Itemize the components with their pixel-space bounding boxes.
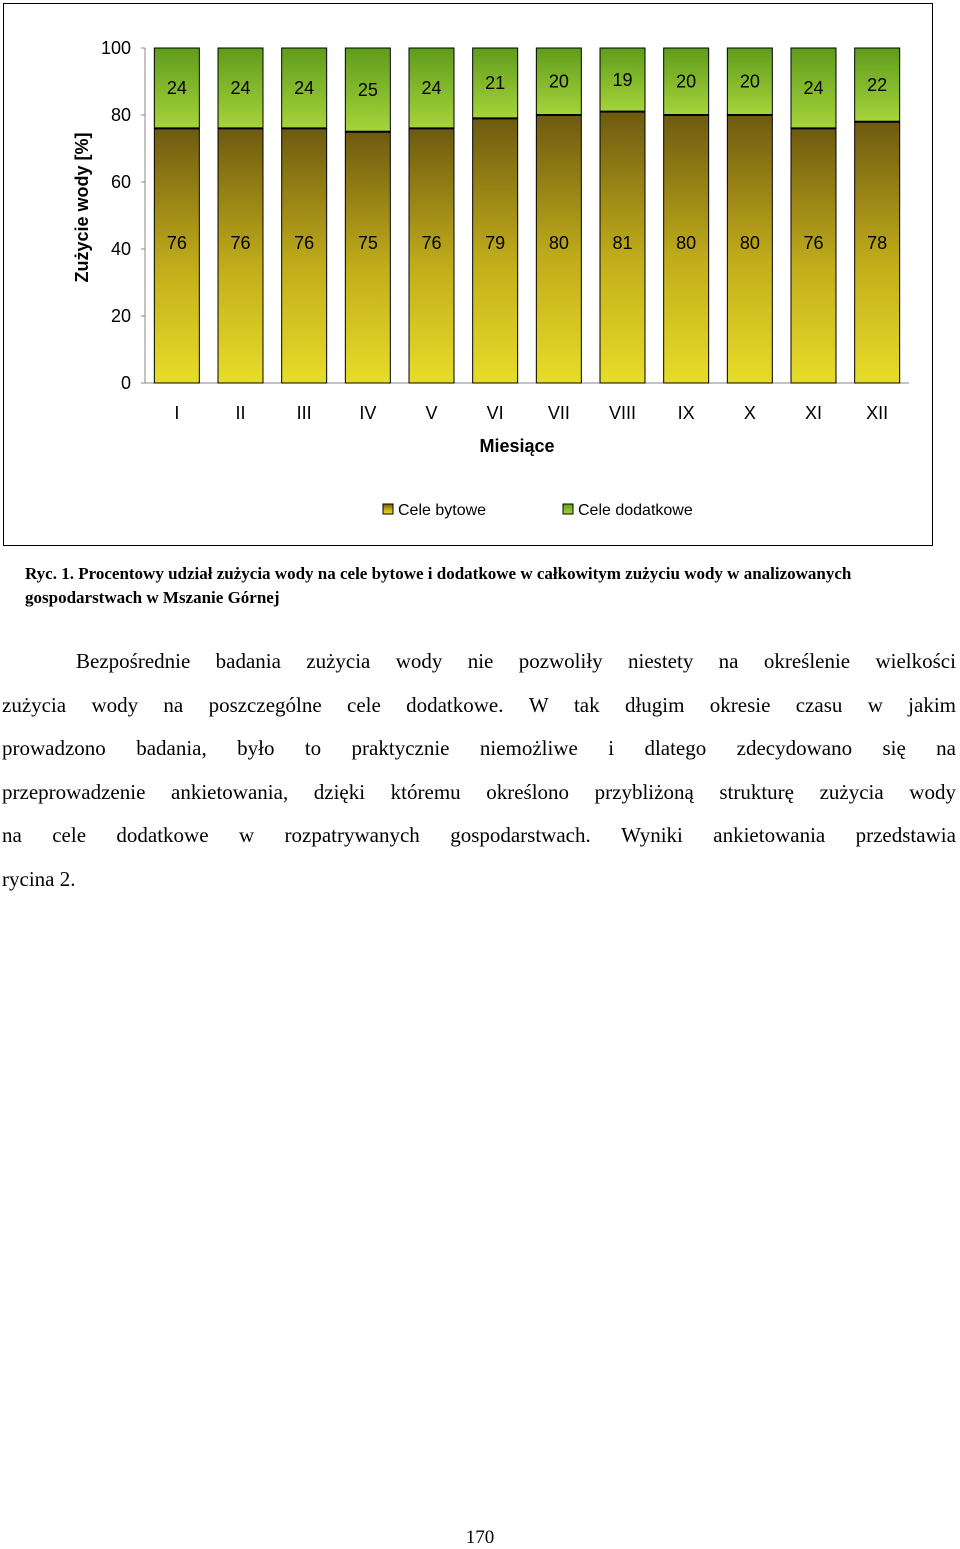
x-tick-label: V: [425, 403, 438, 423]
y-tick-label: 60: [110, 172, 131, 192]
x-tick-label: VII: [547, 403, 570, 423]
figure-caption: Ryc. 1. Procentowy udział zużycia wody na cele bytowe i dodatkowe w całkowitym zużyciu wody w analizowanych gospodarstwach w Mszanie Górnej: [25, 564, 852, 607]
data-label: 24: [166, 78, 187, 99]
x-tick-label: VIII: [608, 403, 637, 423]
y-tick-label: 40: [110, 239, 131, 259]
x-tick-label: I: [174, 403, 180, 423]
legend-label: Cele dodatkowe: [578, 502, 693, 519]
y-tick-label: 20: [110, 306, 131, 326]
data-label: 24: [421, 78, 442, 99]
paragraph-line: na cele dodatkowe w rozpatrywanych gospodarstwach. Wyniki ankietowania przedstawia: [2, 823, 956, 848]
bar-segment-domestic: [282, 128, 327, 383]
bar-segment-domestic: [218, 128, 263, 383]
bar-segment-domestic: [345, 132, 390, 383]
data-label: 22: [867, 74, 888, 95]
data-label: 80: [739, 233, 760, 253]
data-label: 76: [230, 233, 251, 253]
body-paragraph: [2, 640, 956, 902]
x-tick-label: X: [743, 403, 756, 423]
x-axis-title: Miesiące: [479, 436, 555, 456]
paragraph-line: Bezpośrednie badania zużycia wody nie pozwoliły niestety na określenie wielkości: [76, 649, 956, 673]
data-label: 76: [421, 233, 442, 253]
x-tick-label: XI: [804, 403, 823, 423]
paragraph-line: przeprowadzenie ankietowania, dzięki któremu określono przybliżoną strukturę zużycia wody: [2, 779, 956, 804]
bar-segment-domestic: [791, 128, 836, 383]
paragraph-line: zużycia wody na poszczególne cele dodatkowe. W tak długim okresie czasu w jakim: [2, 692, 956, 717]
data-label: 80: [548, 233, 569, 253]
data-label: 24: [230, 78, 251, 99]
x-tick-label: IX: [677, 403, 695, 423]
legend-label: Cele bytowe: [398, 502, 487, 519]
data-label: 81: [612, 233, 633, 253]
data-label: 20: [548, 71, 569, 92]
stacked-bar-chart: [4, 4, 934, 547]
bar-segment-domestic: [154, 128, 199, 383]
x-tick-label: IV: [359, 403, 377, 423]
x-tick-label: III: [296, 403, 312, 423]
x-tick-label: VI: [486, 403, 504, 423]
data-label: 76: [294, 233, 315, 253]
data-label: 19: [612, 69, 633, 90]
data-label: 20: [739, 71, 760, 92]
data-label: 76: [803, 233, 824, 253]
data-label: 78: [867, 233, 888, 253]
data-label: 80: [676, 233, 697, 253]
data-label: 24: [294, 78, 315, 99]
data-label: 79: [485, 233, 506, 253]
data-label: 76: [166, 233, 187, 253]
x-tick-label: XII: [866, 403, 889, 423]
y-tick-label: 80: [110, 105, 131, 125]
page-number: 170: [465, 1527, 495, 1548]
x-tick-label: II: [235, 403, 246, 423]
y-axis-title: Zużycie wody [%]: [72, 132, 92, 283]
legend-swatch-domestic: [383, 504, 393, 514]
data-label: 21: [485, 73, 506, 94]
chart-frame: [3, 3, 933, 546]
legend-swatch-additional: [563, 504, 573, 514]
y-tick-label: 0: [120, 373, 131, 393]
data-label: 24: [803, 78, 824, 99]
data-label: 25: [357, 79, 378, 100]
data-label: 20: [676, 71, 697, 92]
y-tick-label: 100: [100, 38, 131, 58]
bar-segment-domestic: [409, 128, 454, 383]
paragraph-line: prowadzono badania, było to praktycznie niemożliwe i dlatego zdecydowano się na: [2, 736, 956, 761]
paragraph-line: rycina 2.: [2, 866, 76, 891]
data-label: 75: [357, 233, 378, 253]
